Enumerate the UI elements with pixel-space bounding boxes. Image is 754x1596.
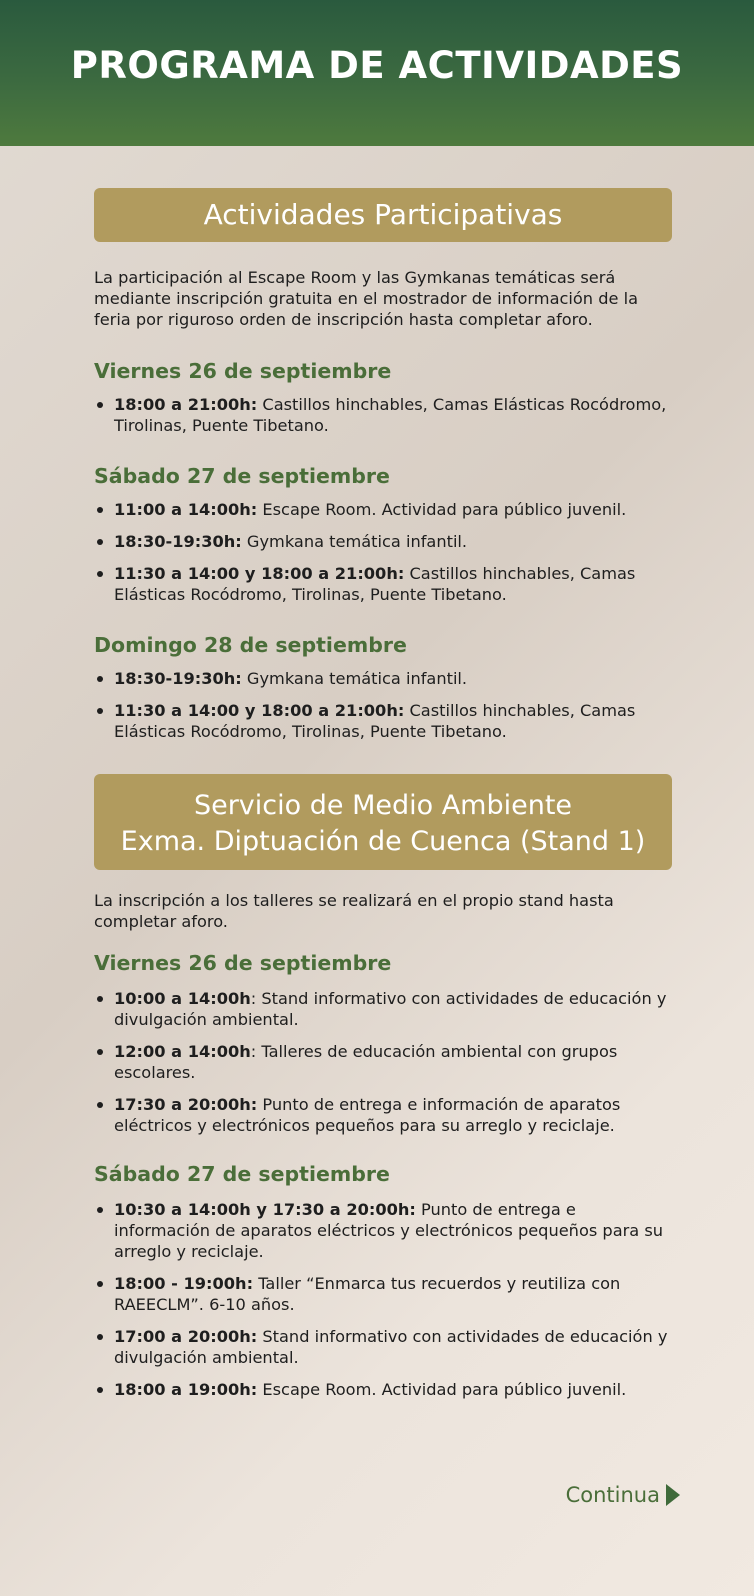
day-heading: Viernes 26 de septiembre: [94, 359, 392, 383]
list-item: 10:30 a 14:00h y 17:30 a 20:00h: Punto de entrega e información de aparatos eléctricos y electrónicos pequeños para su arreglo y reciclaje.: [94, 1199, 672, 1262]
day-heading: Sábado 27 de septiembre: [94, 1162, 390, 1186]
list-item: 17:00 a 20:00h: Stand informativo con actividades de educación y divulgación ambiental.: [94, 1326, 672, 1368]
list-item: 12:00 a 14:00h: Talleres de educación ambiental con grupos escolares.: [94, 1041, 672, 1083]
activity-list: [94, 668, 672, 742]
list-item: 18:30-19:30h: Gymkana temática infantil.: [94, 531, 672, 552]
continue-link[interactable]: [566, 1483, 680, 1507]
section-title: Actividades Participativas: [203, 198, 563, 231]
list-item: 18:00 a 21:00h: Castillos hinchables, Camas Elásticas Rocódromo, Tirolinas, Puente Tibetano.: [94, 394, 672, 436]
section-banner-participativas: [94, 188, 672, 242]
activity-list: [94, 988, 672, 1136]
section-banner-medio-ambiente: [94, 774, 672, 870]
section-title-line2: Exma. Diptuación de Cuenca (Stand 1): [120, 826, 646, 857]
play-triangle-icon: [666, 1484, 680, 1506]
list-item: 11:00 a 14:00h: Escape Room. Actividad para público juvenil.: [94, 499, 672, 520]
main-content: [94, 188, 672, 1400]
list-item: 18:30-19:30h: Gymkana temática infantil.: [94, 668, 672, 689]
section-intro: La inscripción a los talleres se realizará en el propio stand hasta completar aforo.: [94, 891, 614, 931]
day-heading: Domingo 28 de septiembre: [94, 633, 407, 657]
page-header: [0, 0, 754, 146]
page-title: PROGRAMA DE ACTIVIDADES: [70, 43, 684, 87]
list-item: 18:00 - 19:00h: Taller “Enmarca tus recuerdos y reutiliza con RAEECLM”. 6-10 años.: [94, 1273, 672, 1315]
list-item: 18:00 a 19:00h: Escape Room. Actividad para público juvenil.: [94, 1379, 672, 1400]
continue-label: Continua: [565, 1483, 660, 1507]
list-item: 11:30 a 14:00 y 18:00 a 21:00h: Castillos hinchables, Camas Elásticas Rocódromo, Tirolinas, Puente Tibetano.: [94, 700, 672, 742]
list-item: 11:30 a 14:00 y 18:00 a 21:00h: Castillos hinchables, Camas Elásticas Rocódromo, Tirolinas, Puente Tibetano.: [94, 563, 672, 605]
day-heading: Viernes 26 de septiembre: [94, 951, 392, 975]
section-intro: La participación al Escape Room y las Gymkanas temáticas será mediante inscripción gratuita en el mostrador de información de la feria por riguroso orden de inscripción hasta completar aforo.: [94, 268, 638, 329]
section-title-line1: Servicio de Medio Ambiente: [193, 790, 573, 821]
list-item: 10:00 a 14:00h: Stand informativo con actividades de educación y divulgación ambiental.: [94, 988, 672, 1030]
activity-list: [94, 499, 672, 605]
activity-list: [94, 394, 672, 436]
day-heading: Sábado 27 de septiembre: [94, 464, 390, 488]
activity-list: [94, 1199, 672, 1400]
list-item: 17:30 a 20:00h: Punto de entrega e información de aparatos eléctricos y electrónicos pequeños para su arreglo y reciclaje.: [94, 1094, 672, 1136]
